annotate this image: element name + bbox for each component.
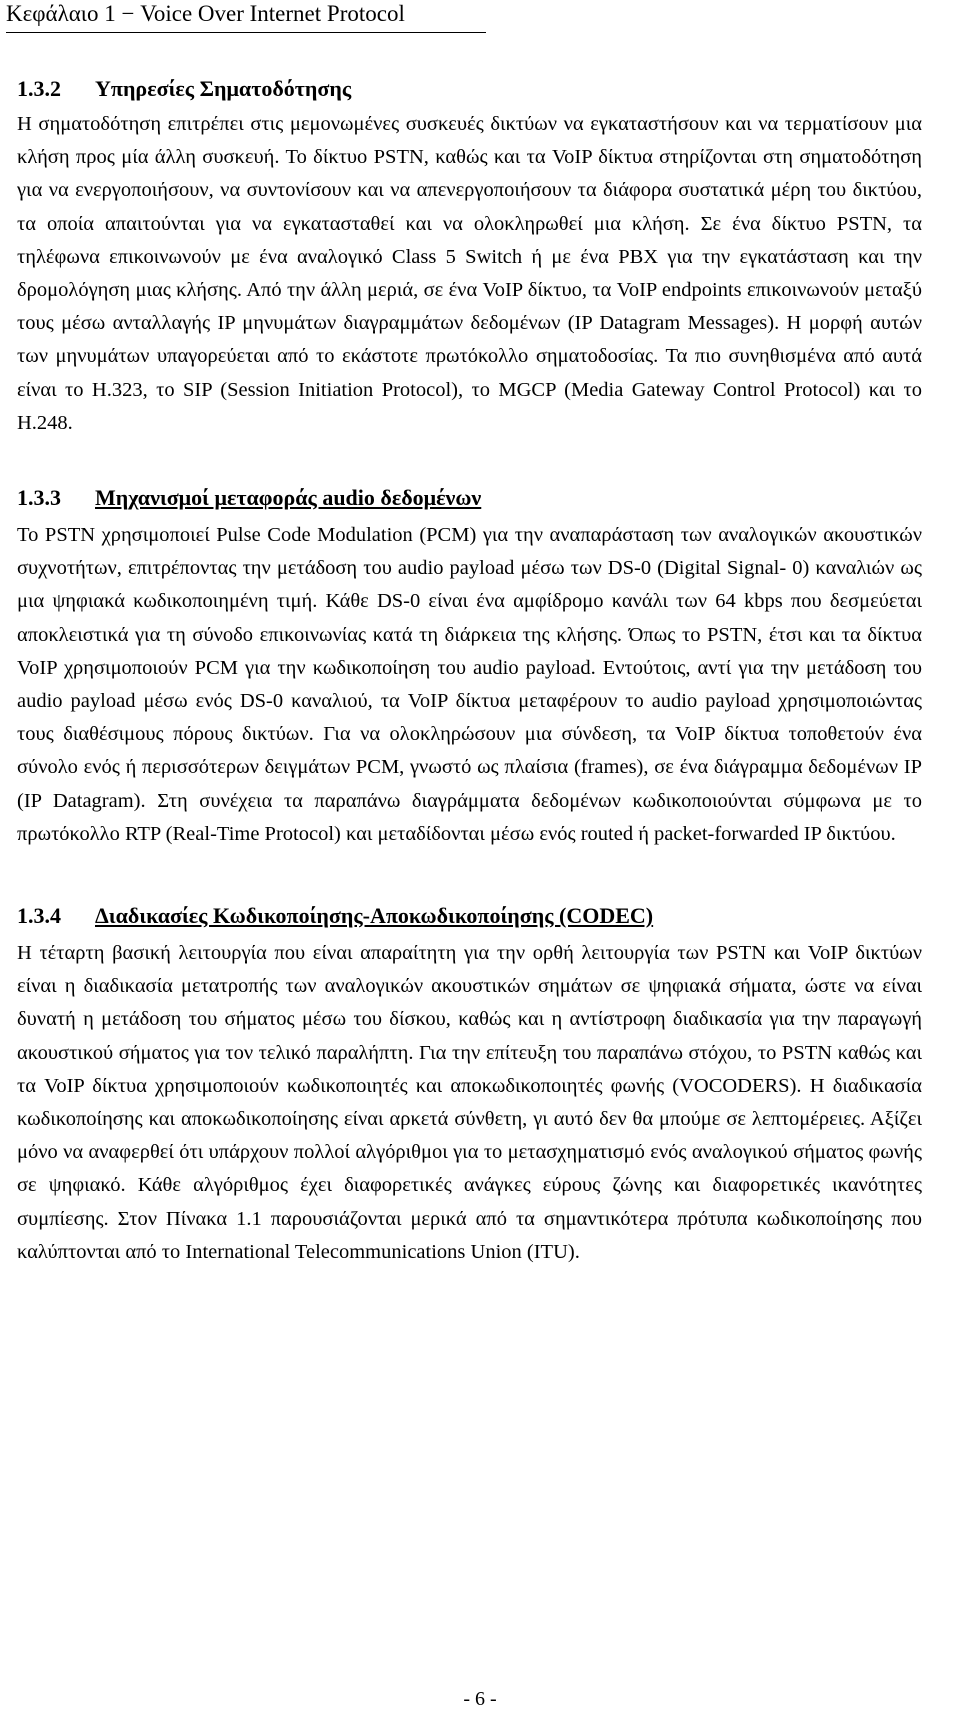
section-heading <box>17 483 922 513</box>
section-1-3-4 <box>17 901 922 1269</box>
section-heading <box>17 901 922 931</box>
page-content <box>17 74 922 1269</box>
section-heading <box>17 74 922 104</box>
section-1-3-2 <box>17 74 922 440</box>
page-number-text: - 6 - <box>463 1688 497 1710</box>
running-header: Κεφάλαιο 1 − Voice Over Internet Protocol <box>6 0 486 33</box>
section-number: 1.3.3 <box>17 485 61 511</box>
section-title: Διαδικασίες Κωδικοποίησης-Αποκωδικοποίησης (CODEC) <box>95 903 654 929</box>
section-paragraph: Το PSTN χρησιμοποιεί Pulse Code Modulation (PCM) για την αναπαράσταση των αναλογικών ακουστικών συχνοτήτων, επιτρέποντας την μετάδοση του audio payload μέσω των DS-0 (Digital Signal- 0) καναλιών ως μια ψηφιακά κωδικοποιημένη τιμή. Κάθε DS-0 είναι ένα αμφίδρομο κανάλι των 64 kbps που δεσμεύεται αποκλειστικά για τη σύνοδο επικοινωνίας κατά τη διάρκεια της κλήσης. Όπως το PSTN, έτσι και τα δίκτυα VoIP χρησιμοποιούν PCM για την κωδικοποίηση του audio payload. Εντούτοις, αντί για την μετάδοση του audio payload μέσω ενός DS-0 καναλιού, τα VoIP δίκτυα μεταφέρουν το audio payload χρησιμοποιώντας τους διαθέσιμους πόρους δικτύων. Για να ολοκληρώσουν μια σύνδεση, τα VoIP δίκτυα τοποθετούν ένα σύνολο ενός ή περισσότερων δειγμάτων PCM, γνωστό ως πλαίσια (frames), σε ένα διάγραμμα δεδομένων IP (IP Datagram). Στη συνέχεια τα παραπάνω διαγράμματα δεδομένων κωδικοποιούνται σύμφωνα με το πρωτόκολλο RTP (Real-Time Protocol) και μεταδίδονται μέσω ενός routed ή packet-forwarded IP δικτύου. <box>17 524 922 845</box>
section-number: 1.3.4 <box>17 903 61 929</box>
page-number <box>0 1688 960 1710</box>
section-title: Υπηρεσίες Σηματοδότησης <box>95 76 352 101</box>
section-number: 1.3.2 <box>17 76 61 101</box>
section-1-3-3 <box>17 483 922 851</box>
section-title: Μηχανισμοί μεταφοράς audio δεδομένων <box>95 485 482 511</box>
section-paragraph: Η τέταρτη βασική λειτουργία που είναι απαραίτητη για την ορθή λειτουργία των PSTN και VoIP δικτύων είναι η διαδικασία μετατροπής των αναλογικών ακουστικών σημάτων σε ψηφιακά σήματα, ώστε να είναι δυνατή η μετάδοση του σήματος μέσω του δίσκου, καθώς και η αντίστροφη διαδικασία για την παραγωγή ακουστικού σήματος για τον τελικό παραλήπτη. Για την επίτευξη του παραπάνω στόχου, το PSTN καθώς και τα VoIP δίκτυα χρησιμοποιούν κωδικοποιητές και αποκωδικοποιητές φωνής (VOCODERS). Η διαδικασία κωδικοποίησης και αποκωδικοποίησης είναι αρκετά σύνθετη, γι αυτό δεν θα μπούμε σε λεπτομέρειες. Αξίζει μόνο να αναφερθεί ότι υπάρχουν πολλοί αλγόριθμοι για το μετασχηματισμό ενός αναλογικού σήματος φωνής σε ψηφιακό. Κάθε αλγόριθμος έχει διαφορετικές ανάγκες εύρους ζώνης και διαφορετικές ικανότητες συμπίεσης. Στον Πίνακα 1.1 παρουσιάζονται μερικά από τα σημαντικότερα πρότυπα κωδικοποίησης που καλύπτονται από το International Telecommunications Union (ITU). <box>17 942 922 1263</box>
section-paragraph: Η σηματοδότηση επιτρέπει στις μεμονωμένες συσκευές δικτύων να εγκαταστήσουν και να τερματίσουν μια κλήση προς μία άλλη συσκευή. Το δίκτυο PSTN, καθώς και τα VoIP δίκτυα στηρίζονται στη σηματοδότηση για να ενεργοποιήσουν, να συντονίσουν και να απενεργοποιήσουν τα διάφορα συστατικά μέρη του δικτύου, τα οποία απαιτούνται για να εγκατασταθεί και να ολοκληρωθεί μια κλήση. Σε ένα δίκτυο PSTN, τα τηλέφωνα επικοινωνούν με ένα αναλογικό Class 5 Switch ή με ένα PBX για την εγκατάσταση και την δρομολόγηση μιας κλήσης. Από την άλλη μεριά, σε ένα VoIP δίκτυο, τα VoIP endpoints επικοινωνούν μεταξύ τους μέσω ανταλλαγής IP μηνυμάτων διαγραμμάτων δεδομένων (IP Datagram Messages). Η μορφή αυτών των μηνυμάτων υπαγορεύεται από το εκάστοτε πρωτόκολλο σηματοδοσίας. Τα πιο συνηθισμένα από αυτά είναι το H.323, το SIP (Session Initiation Protocol), το MGCP (Media Gateway Control Protocol) και το H.248. <box>17 113 922 434</box>
